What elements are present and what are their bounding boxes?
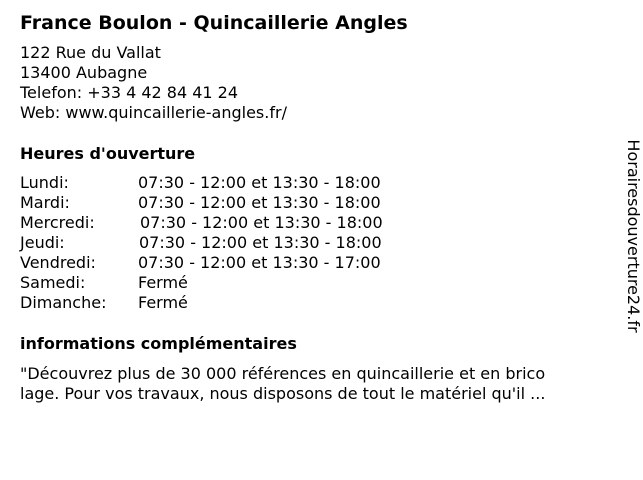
info-line-1: "Découvrez plus de 30 000 références en quincaillerie et en brico [20,364,546,383]
info-line-2: lage. Pour vos travaux, nous disposons de tout le matériel qu'il ... [20,384,546,403]
day-hours: Fermé [138,273,188,292]
day-label: Lundi: [20,173,69,192]
street-address: 122 Rue du Vallat [20,43,161,62]
site-watermark: Horairesdouverture24.fr [624,139,643,333]
address-block [20,43,287,123]
additional-info-heading: informations complémentaires [20,334,297,353]
day-hours: 07:30 - 12:00 et 13:30 - 17:00 [138,253,381,272]
city-postcode: 13400 Aubagne [20,63,148,82]
day-label: Vendredi: [20,253,96,272]
day-label: Mercredi: [20,213,95,232]
day-hours: 07:30 - 12:00 et 13:30 - 18:00 [139,233,382,252]
opening-hours-heading: Heures d'ouverture [20,144,196,163]
website-link[interactable]: Web: www.quincaillerie-angles.fr/ [20,103,287,122]
day-hours: 07:30 - 12:00 et 13:30 - 18:00 [138,193,381,212]
day-label: Mardi: [20,193,70,212]
phone-number: Telefon: +33 4 42 84 41 24 [20,83,239,102]
day-label: Dimanche: [20,293,107,312]
additional-info-text [20,364,605,404]
day-label: Samedi: [20,273,86,292]
day-hours: Fermé [138,293,188,312]
day-hours: 07:30 - 12:00 et 13:30 - 18:00 [140,213,383,232]
day-hours: 07:30 - 12:00 et 13:30 - 18:00 [138,173,381,192]
business-title: France Boulon - Quincaillerie Angles [20,12,408,34]
day-label: Jeudi: [20,233,65,252]
